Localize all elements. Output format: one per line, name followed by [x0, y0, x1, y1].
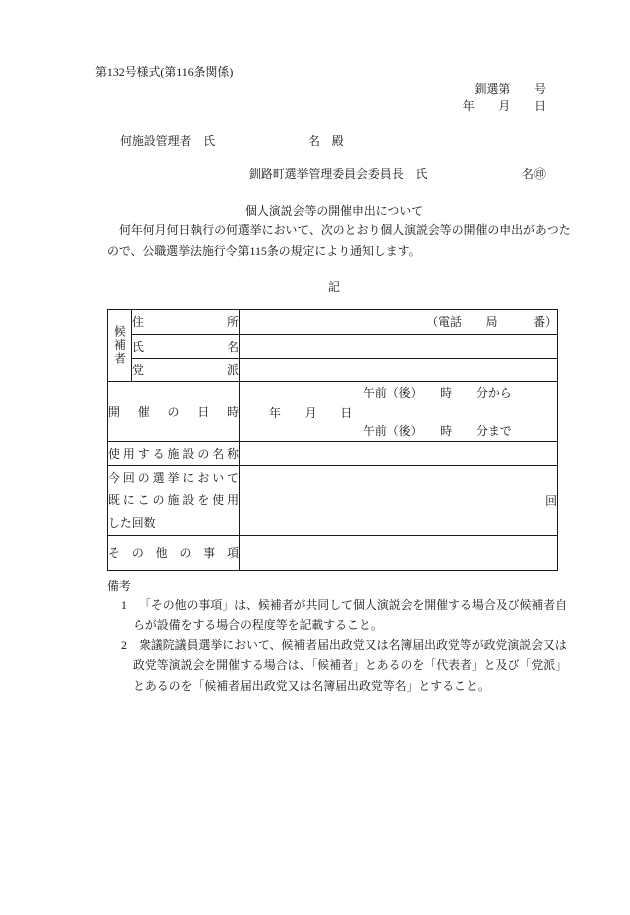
- addressee-honorific: 名 殿: [308, 134, 344, 148]
- record-mark: 記: [328, 280, 340, 294]
- remark-line: 衆議院議員選挙において、候補者届出政党又は名簿届出政党等が政党演説会又は: [139, 638, 567, 652]
- candidate-group-cell: [108, 310, 132, 382]
- address-label: 住所: [132, 315, 239, 329]
- prior-use-label-line: 今回の選挙において: [108, 470, 239, 485]
- table-row-facility-name: [108, 442, 558, 466]
- reference-date-line: 年 月 日: [462, 99, 546, 113]
- facility-name-value: [240, 442, 558, 466]
- datetime-start: 午前（後） 時 分から: [363, 386, 512, 400]
- facility-name-label-cell: [108, 442, 240, 466]
- document-subject: 個人演説会等の開催申出について: [245, 204, 424, 218]
- other-label-cell: [108, 536, 240, 571]
- facility-name-label: 使用する施設の名称: [108, 446, 239, 461]
- application-details-table: [107, 309, 558, 571]
- form-number: 第132号様式(第116条関係): [95, 65, 234, 79]
- address-label-cell: [132, 310, 240, 335]
- sender-title: 釧路町選挙管理委員会委員長 氏: [249, 167, 428, 181]
- name-label-cell: [132, 335, 240, 359]
- prior-use-label: [108, 466, 240, 536]
- remark-line: 政党等演説会を開催する場合は、「候補者」とあるのを「代表者」と及び「党派」: [133, 658, 568, 672]
- candidate-group-label: 候補者: [112, 325, 127, 366]
- table-row-prior-use: [108, 466, 558, 536]
- table-row-other: [108, 536, 558, 571]
- datetime-date: 年 月 日: [269, 406, 353, 420]
- name-label: 氏名: [132, 339, 239, 354]
- prior-use-value: [240, 466, 558, 536]
- remark-line: らが設備をする場合の程度等を記載すること。: [133, 618, 383, 632]
- table-row-party: [108, 359, 558, 382]
- body-line: 何年何月何日執行の何選挙において、次のとおり個人演説会等の開催の申出があつた: [119, 223, 571, 237]
- datetime-label: 開催の日時: [108, 404, 239, 419]
- other-label: その他の事項: [108, 546, 239, 560]
- name-value: [240, 335, 558, 359]
- remark-line: とあるのを「候補者届出政党又は名簿届出政党等名」とすること。: [133, 679, 490, 693]
- prior-use-unit: 回: [545, 493, 557, 508]
- remark-number: 2: [121, 638, 127, 652]
- datetime-end: 午前（後） 時 分まで: [363, 424, 512, 438]
- party-value: [240, 359, 558, 382]
- prior-use-label-line: した回数: [108, 515, 156, 530]
- body-line: ので、公職選挙法施行令第115条の規定により通知します。: [107, 244, 421, 258]
- other-value: [240, 536, 558, 571]
- remark-number: 1: [121, 598, 127, 612]
- table-row-name: [108, 335, 558, 359]
- remark-line: 「その他の事項」は、候補者が共同して個人演説会を開催する場合及び候補者自: [139, 598, 568, 612]
- addressee-title: 何施設管理者 氏: [120, 134, 216, 148]
- address-value: [240, 310, 558, 335]
- datetime-value: [240, 382, 558, 442]
- table-row-address: [108, 310, 558, 335]
- datetime-value-box: [240, 382, 557, 441]
- phone-template: （電話 局 番）: [426, 315, 557, 329]
- datetime-label-cell: [108, 382, 240, 442]
- party-label-cell: [132, 359, 240, 382]
- table-row-datetime: [108, 382, 558, 442]
- reference-number-line: 釧選第 号: [474, 82, 546, 96]
- sender-seal: 名㊞: [522, 167, 546, 181]
- prior-use-label-line: 既にこの施設を使用: [108, 493, 239, 508]
- party-label: 党派: [132, 363, 239, 377]
- remarks-heading: 備考: [107, 579, 131, 593]
